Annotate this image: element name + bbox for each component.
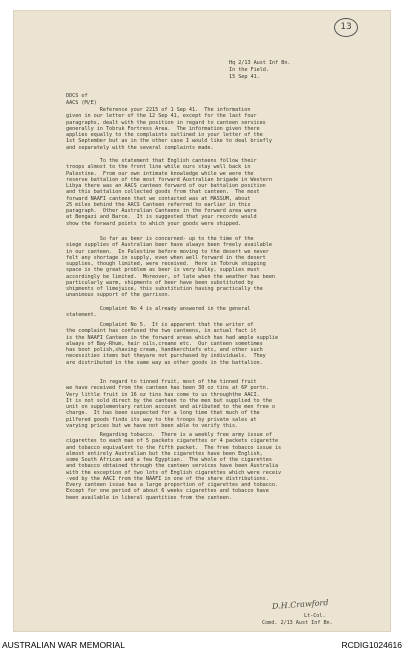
paragraph-line: Very little fruit in 16 oz tins has come to us throughthe AACI. bbox=[66, 391, 260, 398]
paragraph-line: we have received from the canteen has been 30 oz tins at 6P portn. bbox=[66, 385, 269, 392]
paragraph-line: siege supplies of Australian beer have always been freely available bbox=[66, 242, 272, 249]
paragraph bbox=[66, 379, 366, 429]
paragraph-line: It is not sold direct by the canteen to the men but supplied to the bbox=[66, 397, 272, 404]
paragraph-line: particularly warm, shipments of beer have been substituted by bbox=[66, 279, 254, 286]
paragraph-line: are distributed in the same way as other goods in the battalion. bbox=[66, 359, 263, 366]
paragraph bbox=[66, 236, 366, 299]
paragraph-line: and this battalion collected goods from that canteen. The most bbox=[66, 189, 260, 196]
sender-location: In the Field. bbox=[229, 67, 269, 73]
addressee-line-1: DDCS of bbox=[66, 93, 88, 99]
paragraph-line: reserve battalion of the most forward Australian brigade in Western bbox=[66, 176, 272, 183]
paragraph-line: felt any shortage in supply, even when well forward in the desert bbox=[66, 254, 266, 261]
paragraph-line: at Bengazi and Barce. It is suggested that your records would bbox=[66, 214, 257, 221]
record-id: RCDIG1024616 bbox=[341, 640, 402, 650]
handwritten-signature: D.H.Crawford bbox=[271, 598, 329, 611]
paragraph-line: Regarding tobacco. There is a weekly free army issue of bbox=[66, 432, 272, 438]
signatory-rank: Lt-Col. bbox=[304, 613, 326, 619]
paragraph-line: the complaint has confused the two canteens, in actual fact it bbox=[66, 328, 257, 335]
paragraph-line: Palestine. From our own intimate knowledge while we were the bbox=[66, 170, 254, 177]
paragraph-line: unanimous support of the garrison. bbox=[66, 292, 171, 299]
paragraph-line: Reference your 2215 of 1 Sep 41. The information bbox=[66, 107, 251, 113]
paragraph-line: To the statement that English canteens follow their bbox=[66, 158, 257, 164]
paragraph-line: Complaint No 5. It is apparent that the writer of bbox=[66, 322, 254, 328]
paragraph-line: Except for one period of about 6 weeks cigarettes and tobacco have bbox=[66, 488, 269, 495]
paragraph-line: Every canteen issue has a large proportion of cigarettes and tobacco. bbox=[66, 482, 279, 488]
paragraph-line: some South African and a few Egyptian. The whole of the cigarettes bbox=[66, 457, 272, 463]
paragraph-line: paragraph. Other Australian Canteens in the forward area were bbox=[66, 208, 257, 214]
paragraph-line: space is the great problem as beer is very bulky, supplies must bbox=[66, 267, 260, 274]
paragraph-line: -ved by the AACI from the NAAFI in one of the share distributions. bbox=[66, 475, 269, 482]
paragraph bbox=[66, 306, 366, 319]
paragraph-line: and separately with the several complaints made. bbox=[66, 144, 214, 151]
sender-unit: Hq 2/13 Aust Inf Bn. bbox=[229, 60, 291, 66]
paragraph-line: given in our letter of the 12 Sep 41, except for the last four bbox=[66, 113, 257, 120]
paragraph-line: is the NAAFI Canteen in the forward areas which has had ample supplie bbox=[66, 334, 279, 341]
paragraph-line: accordingly be limited. Moreover, of late when the weather has been bbox=[66, 273, 275, 280]
paragraph-line: varying prices but we have not been able to verify this. bbox=[66, 422, 239, 429]
paragraph-line: always of Bay-Rhum, hair oils,creams etc. Our canteen sometimes bbox=[66, 340, 263, 347]
paragraph-line: shipments of limejuice, this substitution having practically the bbox=[66, 286, 263, 292]
paragraph-line: and tobacco obtained through the canteen services have been Australia bbox=[66, 463, 279, 470]
paragraph-line: 1st September but as in the other case I would like to deal briefly bbox=[66, 138, 272, 145]
paragraph-line: applies equally to the complaints outlined in your letter of the bbox=[66, 132, 263, 138]
paragraph-line: with the exception of two lots of English cigarettes which were receiv bbox=[66, 469, 282, 476]
archive-footer bbox=[0, 637, 405, 654]
paragraph-line: show the forward points to which your goods were shipped. bbox=[66, 220, 242, 227]
paragraph-line: been available in liberal quantities from the canteen. bbox=[66, 494, 232, 501]
paragraph-line: pilfered goods finds its way to the troops by private sales at bbox=[66, 416, 257, 423]
addressee-line-2: AACS (M/E) bbox=[66, 100, 97, 106]
paragraph-line: necessities items but theyare not purchased by individuals. They bbox=[66, 353, 266, 360]
paragraph-line: Complaint No 4 is already answered in the general bbox=[66, 306, 251, 312]
paragraph-line: cigarettes to each man of 5 packets cigarettes or 4 packets cigarette bbox=[66, 438, 279, 445]
paragraph-line: paragraphs, dealt with the position in regard to canteen services bbox=[66, 119, 266, 126]
paragraph bbox=[66, 158, 366, 227]
paragraph-line: Libya there was an AACS canteen forward of our battalion position bbox=[66, 183, 266, 189]
paragraph-line: charge. It has been suspected for a long time that much of the bbox=[66, 410, 260, 417]
paragraph-line: 25 miles behind the AACS Canteen referred to earlier in this bbox=[66, 201, 251, 208]
signatory-appointment: Comd. 2/13 Aust Inf Bn. bbox=[262, 620, 333, 626]
paragraph bbox=[66, 107, 366, 151]
paragraph-line: statement. bbox=[66, 312, 97, 319]
archive-name: AUSTRALIAN WAR MEMORIAL bbox=[2, 640, 125, 650]
paragraph-line: in our canteen. In Palestine before moving to the desert we never bbox=[66, 248, 269, 255]
paragraph-line: So far as beer is concerned- up to the time of the bbox=[66, 236, 254, 242]
paragraph-line: almost entirely Australian but the cigarettes have been English, bbox=[66, 450, 263, 457]
letter-date: 15 Sep 41. bbox=[229, 74, 260, 80]
paragraph-line: and tobacco equivalent to the fifth packet. The free tobacco issue is bbox=[66, 444, 282, 451]
paragraph-line: supplies, though limited, were received. Here in Tobruk shipping bbox=[66, 261, 266, 267]
paragraph bbox=[66, 322, 366, 366]
paragraph bbox=[66, 432, 366, 501]
folio-number: 13 bbox=[334, 18, 358, 37]
paragraph-line: unit on supplementary ration account and aiributed to the men free o bbox=[66, 404, 275, 410]
paragraph-line: troops almost to the front line while ours stay well back in bbox=[66, 164, 251, 171]
paragraph-line: generally in Tobruk Fortress Area. The information given there bbox=[66, 125, 260, 132]
paragraph-line: forward NAAFI canteen that we contacted was at MASSUM, about bbox=[66, 195, 251, 202]
paragraph-line: has boot polish,shaving cream, handkerchiefs etc, and other such bbox=[66, 347, 263, 353]
paragraph-line: In regard to tinned fruit, most of the tinned fruit bbox=[66, 379, 257, 385]
